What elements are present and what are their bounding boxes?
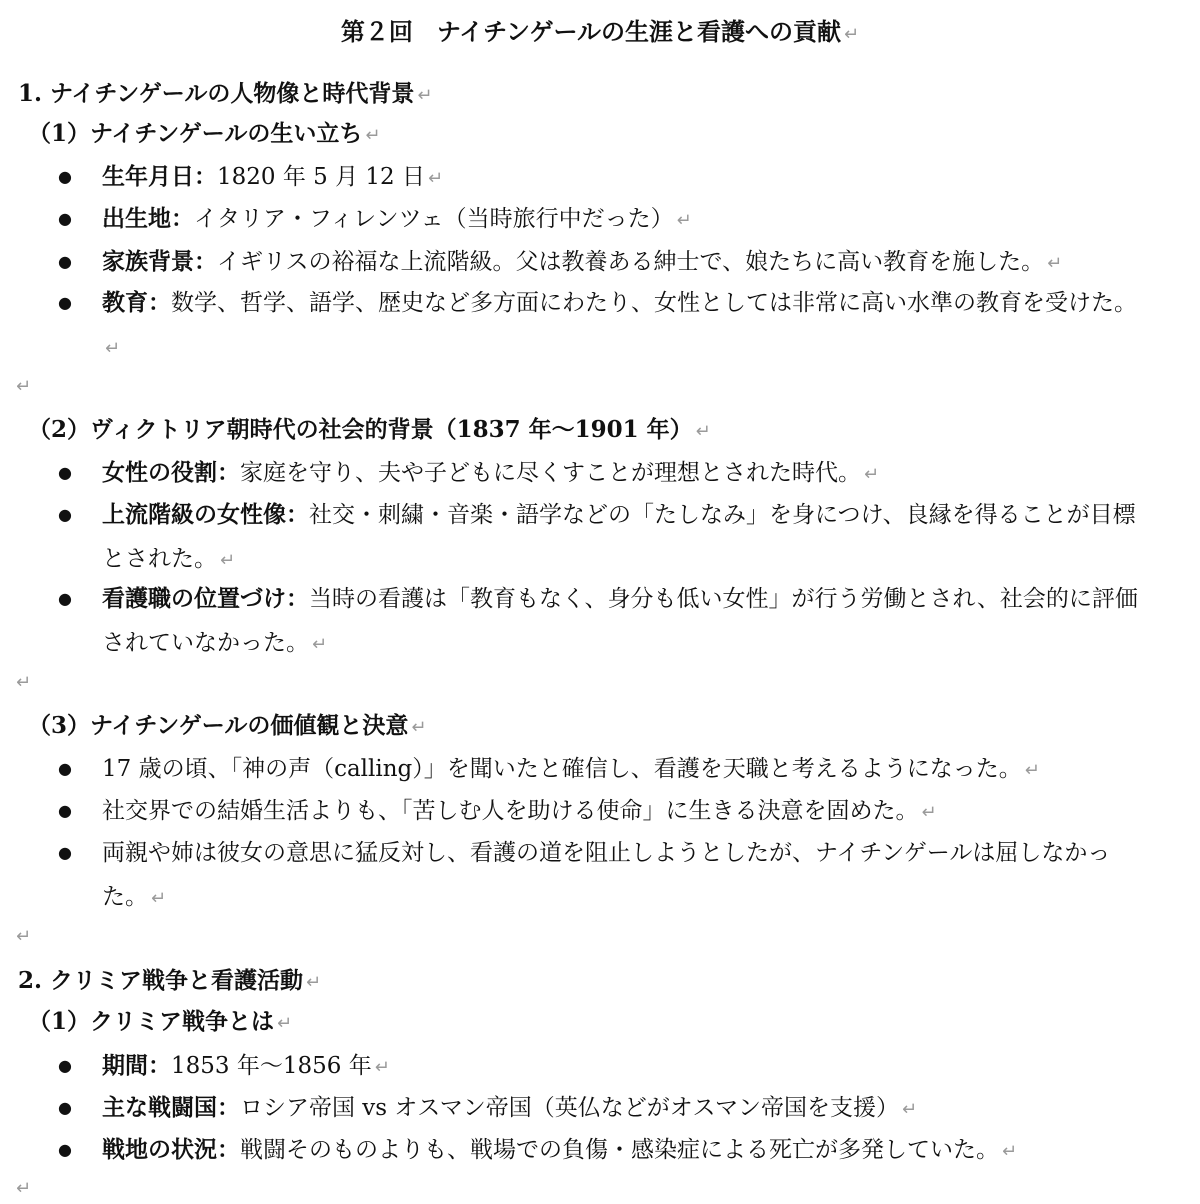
subsection-heading (28, 706, 426, 746)
paragraph-mark-icon: ↵ (921, 802, 937, 823)
paragraph-mark-icon: ↵ (312, 634, 328, 655)
list-item-label: 生年月日： (102, 163, 217, 190)
document-title (0, 12, 1200, 52)
paragraph-mark-icon: ↵ (902, 1099, 918, 1120)
list-item-text (102, 1128, 1152, 1174)
empty-paragraph-mark-icon: ↵ (16, 926, 32, 947)
bullet-icon: ● (58, 1098, 72, 1117)
list-item-text (102, 155, 1152, 201)
bullet-icon: ● (58, 801, 72, 820)
list-item-body: ロシア帝国 vs オスマン帝国（英仏などがオスマン帝国を支援） (240, 1095, 900, 1121)
list-item-label: 家族背景： (102, 248, 217, 275)
paragraph-mark-icon: ↵ (374, 1057, 390, 1078)
paragraph-mark-icon: ↵ (105, 338, 121, 359)
subsection-heading (28, 1002, 292, 1042)
paragraph-mark-icon: ↵ (1047, 253, 1063, 274)
bullet-icon: ● (58, 759, 72, 778)
subsection-heading (28, 410, 711, 450)
bullet-icon: ● (58, 209, 72, 228)
list-item-label: 看護職の位置づけ： (102, 585, 309, 612)
paragraph-mark-icon: ↵ (220, 550, 236, 571)
list-item-text (102, 240, 1152, 286)
list-item-text (102, 789, 1152, 835)
empty-paragraph-mark-icon: ↵ (16, 672, 32, 693)
paragraph-mark-icon: ↵ (151, 888, 167, 909)
list-item-text (102, 197, 1152, 243)
subsection-heading-text: （1）ナイチンゲールの生い立ち (28, 120, 363, 147)
subsection-heading-text: （2）ヴィクトリア朝時代の社会的背景（1837 年～1901 年） (28, 416, 693, 443)
list-item-text (102, 1044, 1152, 1090)
empty-paragraph-mark-icon: ↵ (16, 376, 32, 397)
paragraph-mark-icon: ↵ (695, 421, 711, 442)
list-item-text (102, 747, 1152, 793)
bullet-icon: ● (58, 505, 72, 524)
list-item-text (102, 1086, 1152, 1132)
list-item-body: イタリア・フィレンツェ（当時旅行中だった） (194, 206, 674, 232)
bullet-icon: ● (58, 463, 72, 482)
bullet-icon: ● (58, 589, 72, 608)
list-item-text (102, 577, 1152, 667)
paragraph-mark-icon: ↵ (844, 24, 860, 45)
list-item-body: 当時の看護は「教育もなく、身分も低い女性」が行う労働とされ、社会的に評価されていなかった。 (102, 586, 1138, 656)
bullet-icon: ● (58, 167, 72, 186)
bullet-icon: ● (58, 1056, 72, 1075)
bullet-icon: ● (58, 1140, 72, 1159)
paragraph-mark-icon: ↵ (365, 125, 381, 146)
list-item-label: 期間： (102, 1052, 171, 1079)
list-item-label: 教育： (102, 289, 171, 316)
list-item-body: イギリスの裕福な上流階級。父は教養ある紳士で、娘たちに高い教育を施した。 (217, 249, 1045, 275)
paragraph-mark-icon: ↵ (417, 85, 433, 106)
list-item-body: 1853 年～1856 年 (171, 1053, 372, 1079)
paragraph-mark-icon: ↵ (306, 972, 322, 993)
list-item-body: 両親や姉は彼女の意思に猛反対し、看護の道を阻止しようとしたが、ナイチンゲールは屈しなかった。 (102, 840, 1111, 910)
list-item-label: 上流階級の女性像： (102, 501, 309, 528)
paragraph-mark-icon: ↵ (864, 464, 880, 485)
section-heading-text: 1. ナイチンゲールの人物像と時代背景 (18, 80, 415, 107)
paragraph-mark-icon: ↵ (676, 210, 692, 231)
list-item-body: 家庭を守り、夫や子どもに尽くすことが理想とされた時代。 (240, 460, 861, 486)
paragraph-mark-icon: ↵ (1002, 1141, 1018, 1162)
subsection-heading-text: （3）ナイチンゲールの価値観と決意 (28, 712, 409, 739)
bullet-icon: ● (58, 293, 72, 312)
subsection-heading-text: （1）クリミア戦争とは (28, 1008, 275, 1035)
section-heading-text: 2. クリミア戦争と看護活動 (18, 967, 304, 994)
list-item-text (102, 493, 1152, 583)
list-item-text (102, 281, 1152, 371)
list-item-body: 1820 年 5 月 12 日 (217, 164, 425, 190)
bullet-icon: ● (58, 843, 72, 862)
section-heading (18, 961, 321, 1001)
list-item-text (102, 451, 1152, 497)
empty-paragraph-mark-icon: ↵ (16, 1178, 32, 1199)
list-item-label: 出生地： (102, 205, 194, 232)
list-item-body: 17 歳の頃、「神の声（calling）」を聞いたと確信し、看護を天職と考えるようになった。 (102, 756, 1022, 782)
list-item-body: 社交界での結婚生活よりも、「苦しむ人を助ける使命」に生きる決意を固めた。 (102, 798, 919, 824)
paragraph-mark-icon: ↵ (411, 717, 427, 738)
subsection-heading (28, 114, 380, 154)
list-item-label: 戦地の状況： (102, 1136, 240, 1163)
bullet-icon: ● (58, 252, 72, 271)
list-item-body: 数学、哲学、語学、歴史など多方面にわたり、女性としては非常に高い水準の教育を受けた。 (171, 290, 1137, 316)
list-item-text (102, 831, 1152, 921)
section-heading (18, 74, 432, 114)
document-title-text: 第２回 ナイチンゲールの生涯と看護への貢献 (340, 17, 842, 46)
paragraph-mark-icon: ↵ (277, 1013, 293, 1034)
list-item-body: 戦闘そのものよりも、戦場での負傷・感染症による死亡が多発していた。 (240, 1137, 999, 1163)
list-item-label: 主な戦闘国： (102, 1094, 240, 1121)
list-item-label: 女性の役割： (102, 459, 240, 486)
paragraph-mark-icon: ↵ (1024, 760, 1040, 781)
paragraph-mark-icon: ↵ (428, 168, 444, 189)
list-item-body: 社交・刺繍・音楽・語学などの「たしなみ」を身につけ、良縁を得ることが目標とされた。 (102, 502, 1136, 572)
